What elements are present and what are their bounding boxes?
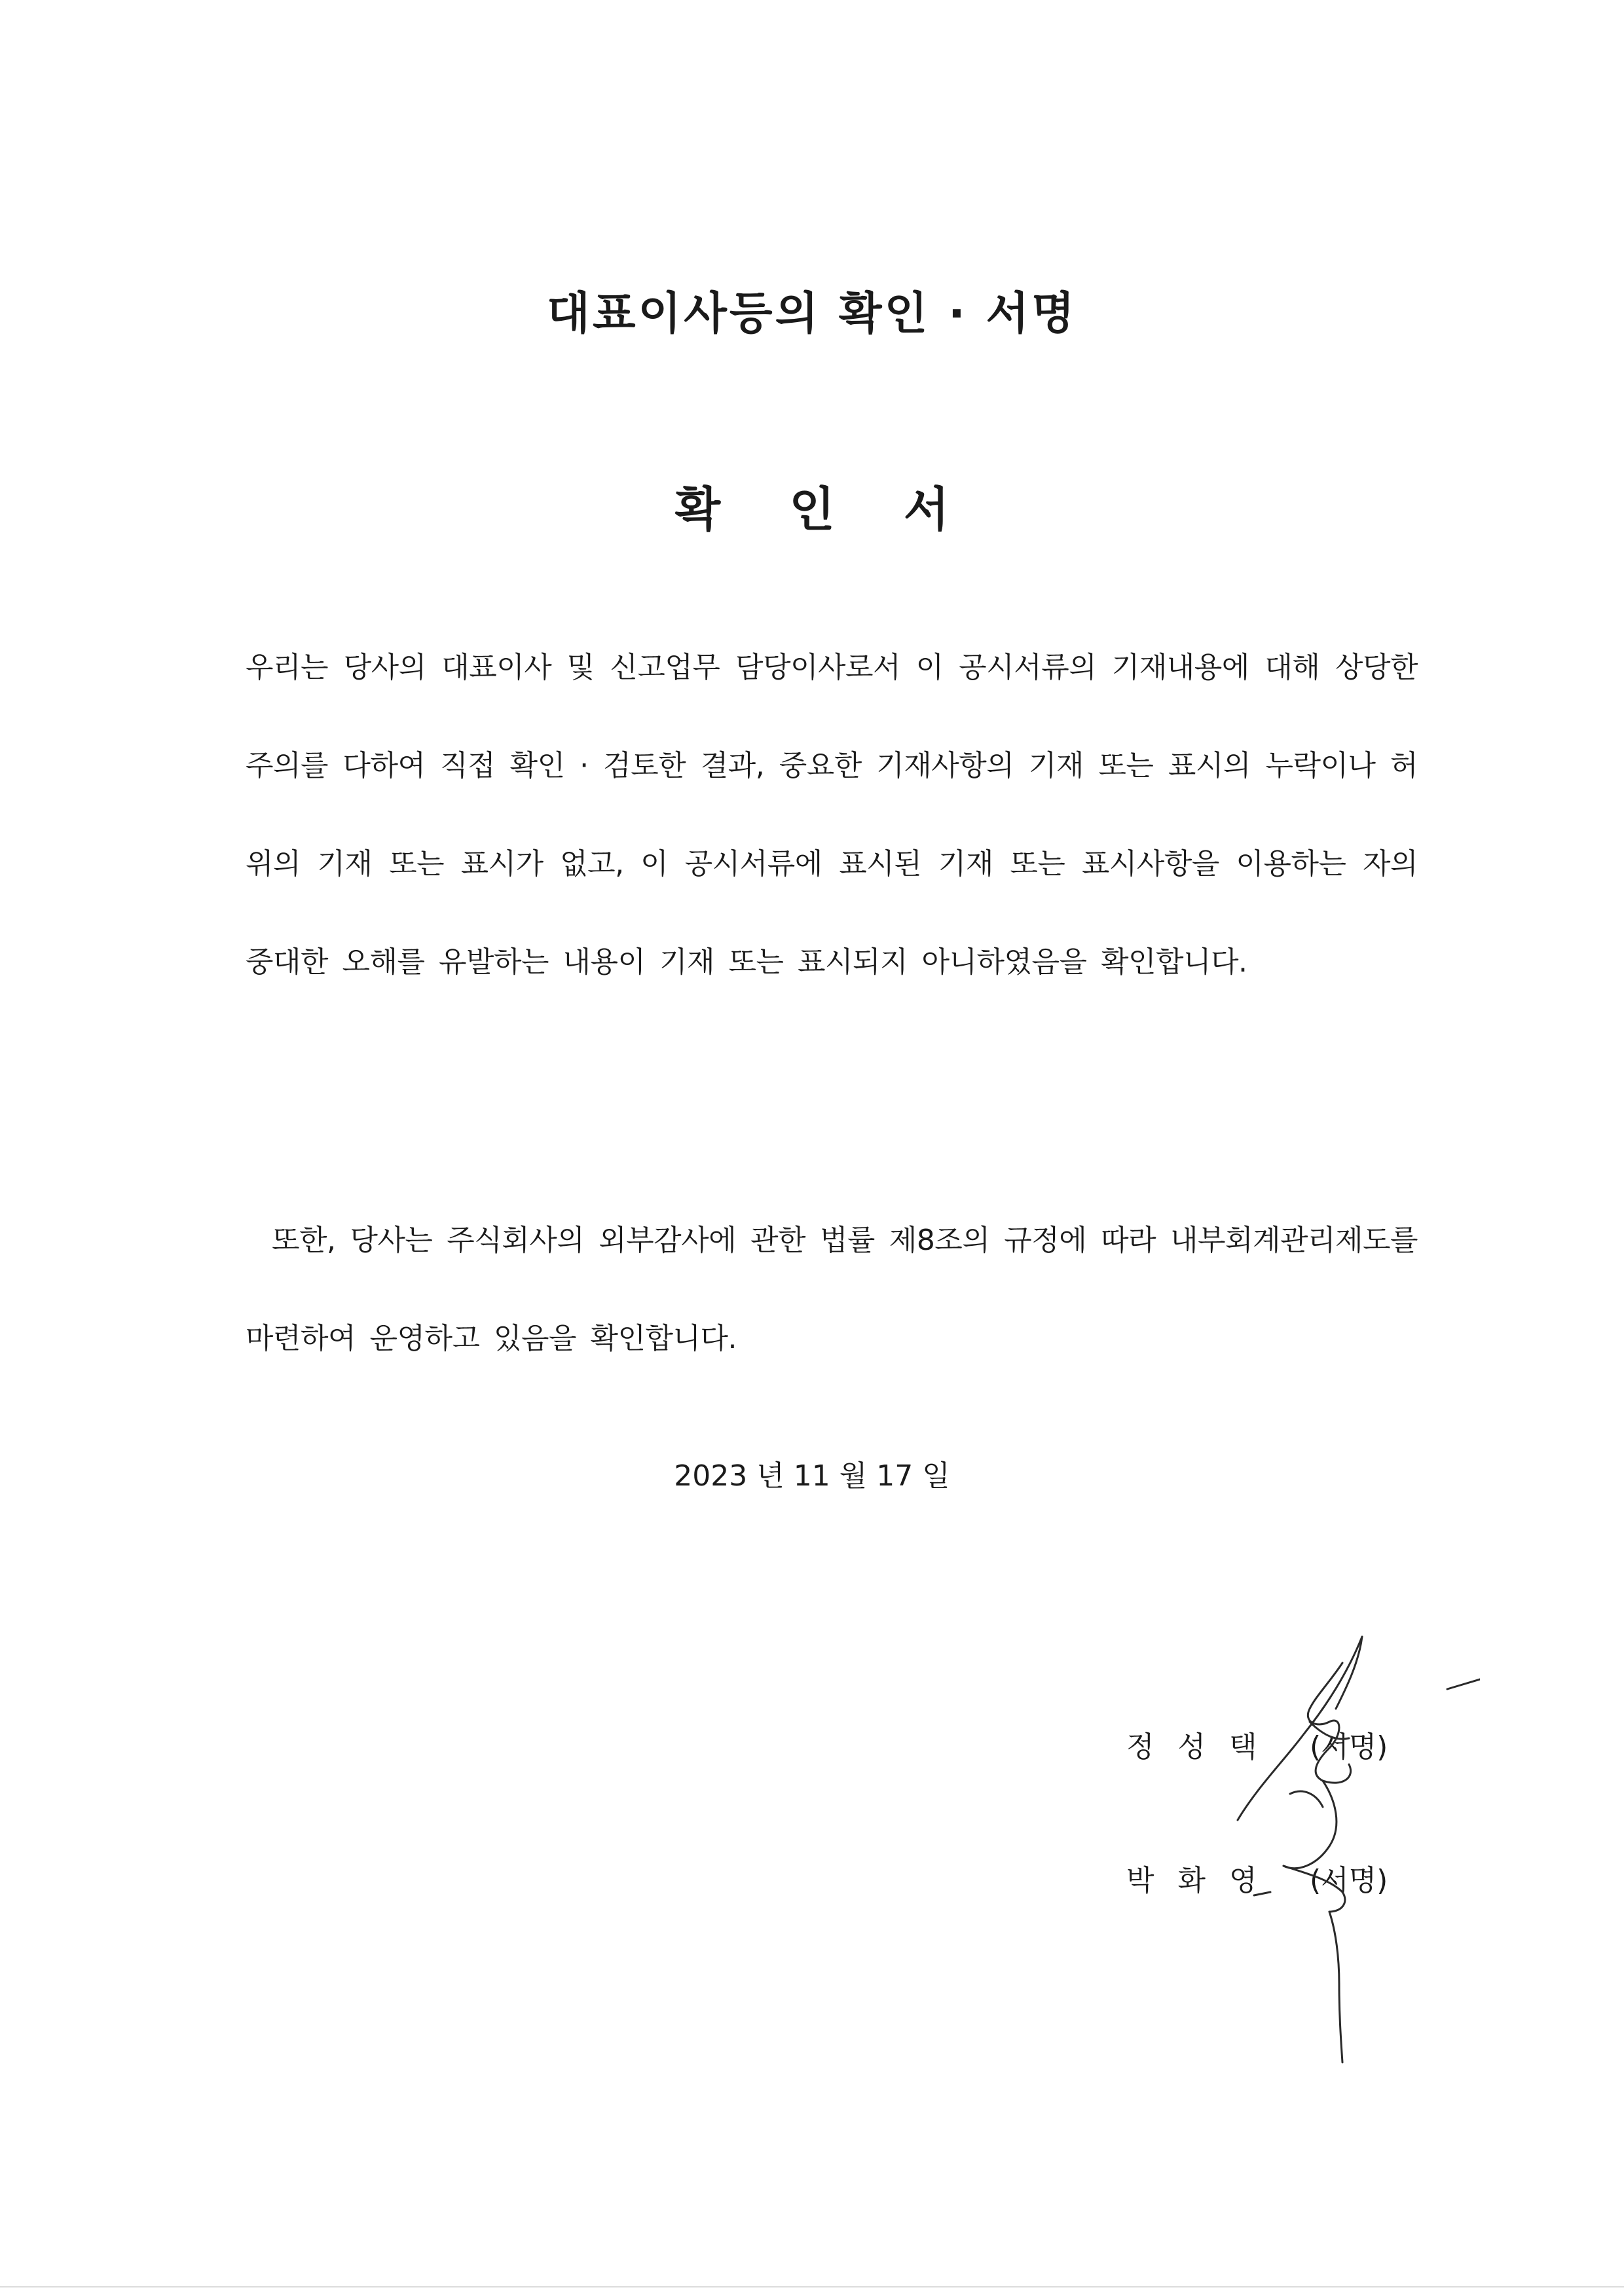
signature-mark-label: (서명) [1310,1730,1388,1764]
document-subtitle: 확 인 서 [674,482,976,537]
signature-mark-label: (서명) [1310,1864,1388,1897]
signatory-name: 박화영 [1126,1864,1281,1897]
document-title: 대표이사등의 확인 · 서명 [547,288,1077,340]
confirmation-paragraph: 우리는 당사의 대표이사 및 신고업무 담당이사로서 이 공시서류의 기재내용에 대해 상당한 주의를 다하여 직접 확인 · 검토한 결과, 중요한 기재사항의 기재 또는 표시의 누락이나 허위의 기재 또는 표시가 없고, 이 공시서류에 표시된 기재 또는 표시사항을 이용하는 자의 중대한 오해를 유발하는 내용이 기재 또는 표시되지 아니하였음을 확인합니다. [246,651,1418,979]
page-bottom-rule [0,2286,1624,2287]
document-date: 2023 년 11 월 17 일 [674,1459,950,1493]
handwritten-signature-icon [1231,1624,1480,2069]
signatory-name: 정성택 [1126,1730,1281,1764]
internal-control-paragraph: 또한, 당사는 주식회사의 외부감사에 관한 법률 제8조의 규정에 따라 내부회계관리제도를 마련하여 운영하고 있음을 확인합니다. [246,1224,1418,1355]
